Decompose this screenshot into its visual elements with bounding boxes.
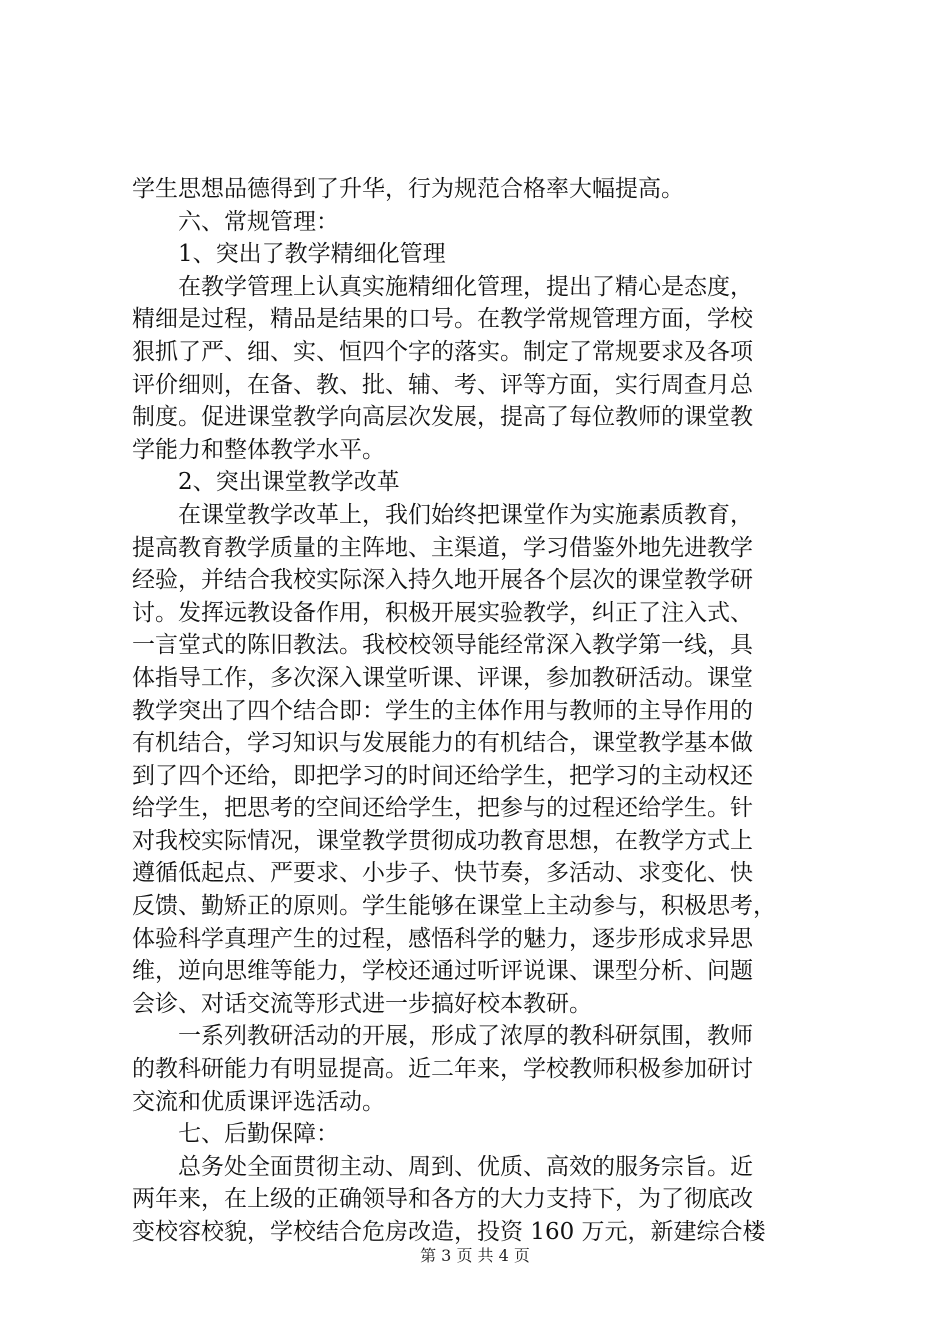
text-line: 遵循低起点、严要求、小步子、快节奏，多活动、求变化、快	[132, 860, 753, 887]
text-line: 在教学管理上认真实施精细化管理，提出了精心是态度，	[178, 273, 753, 300]
text-line: 两年来，在上级的正确领导和各方的大力支持下，为了彻底改	[132, 1186, 753, 1213]
text-line: 有机结合，学习知识与发展能力的有机结合，课堂教学基本做	[132, 730, 753, 757]
text-line: 会诊、对话交流等形式进一步搞好校本教研。	[132, 990, 592, 1017]
text-line: 学生思想品德得到了升华，行为规范合格率大幅提高。	[132, 176, 684, 202]
text-line: 狠抓了严、细、实、恒四个字的落实。制定了常规要求及各项	[132, 338, 753, 365]
text-line: 交流和优质课评选活动。	[132, 1088, 385, 1115]
text-line: 评价细则，在备、教、批、辅、考、评等方面，实行周查月总	[132, 371, 753, 398]
text-line: 体指导工作，多次深入课堂听课、评课，参加教研活动。课堂	[132, 664, 753, 691]
text-line: 学能力和整体教学水平。	[132, 436, 385, 463]
text-line: 提高教育教学质量的主阵地、主渠道，学习借鉴外地先进教学	[132, 534, 753, 561]
document-body	[132, 173, 836, 1249]
text-line: 一系列教研活动的开展，形成了浓厚的教科研氛围，教师	[178, 1023, 753, 1050]
page-number-footer: 第 3 页 共 4 页	[420, 1246, 530, 1265]
text-line: 制度。促进课堂教学向高层次发展，提高了每位教师的课堂教	[132, 404, 753, 431]
text-line: 对我校实际情况，课堂教学贯彻成功教育思想，在教学方式上	[132, 827, 753, 854]
text-line: 总务处全面贯彻主动、周到、优质、高效的服务宗旨。近	[178, 1153, 753, 1180]
subsection-heading: 2、突出课堂教学改革	[178, 469, 400, 496]
text-line: 到了四个还给，即把学习的时间还给学生，把学习的主动权还	[132, 762, 753, 789]
section-heading: 七、后勤保障：	[178, 1121, 339, 1148]
text-line: 一言堂式的陈旧教法。我校校领导能经常深入教学第一线，具	[132, 632, 753, 659]
text-line: 在课堂教学改革上，我们始终把课堂作为实施素质教育，	[178, 501, 753, 528]
text-line: 反馈、勤矫正的原则。学生能够在课堂上主动参与，积极思考，	[132, 893, 776, 920]
section-heading: 六、常规管理：	[178, 208, 339, 235]
text-line: 教学突出了四个结合即：学生的主体作用与教师的主导作用的	[132, 697, 753, 724]
text-line: 维，逆向思维等能力，学校还通过听评说课、课型分析、问题	[132, 958, 753, 985]
text-line: 给学生，把思考的空间还给学生，把参与的过程还给学生。针	[132, 795, 753, 822]
text-line: 的教科研能力有明显提高。近二年来，学校教师积极参加研讨	[132, 1056, 753, 1083]
subsection-heading: 1、突出了教学精细化管理	[178, 241, 446, 268]
text-line: 讨。发挥远教设备作用，积极开展实验教学，纠正了注入式、	[132, 599, 753, 626]
text-line: 经验，并结合我校实际深入持久地开展各个层次的课堂教学研	[132, 567, 753, 594]
text-line: 精细是过程，精品是结果的口号。在教学常规管理方面，学校	[132, 306, 753, 333]
text-line: 变校容校貌，学校结合危房改造，投资 160 万元，新建综合楼	[132, 1219, 766, 1245]
text-line: 体验科学真理产生的过程，感悟科学的魅力，逐步形成求异思	[132, 925, 753, 952]
